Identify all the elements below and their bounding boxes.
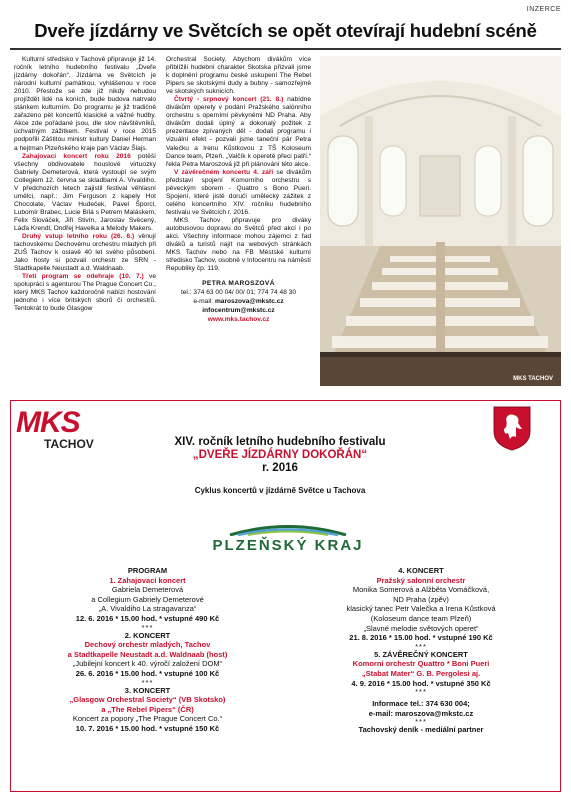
concert-4-dancers: klasický tanec Petr Valečka a Irena Kůstková xyxy=(346,604,496,614)
info-phone: Informace tel.: 374 630 004; xyxy=(372,699,470,709)
author-phone: tel.: 374 63 00 04/ 00/ 01; 774 74 48 30 xyxy=(180,289,297,297)
concert-4-singers-origin: ND Praha (zpěv) xyxy=(393,594,449,604)
concert-1-performer: Gabriela Demeterová xyxy=(111,585,184,595)
paragraph: Zahajovací koncert roku 2016 potěší všechny obdivovatele houslové virtuozky Gabriely Demeterová, která vystoupí se svým Collegiem 12. června se skladbami A. Vivaldiho. V předchozích letech zajistil festival věhlasní umělci, např.: Jim Ferguson z kapely Hot Chocolate, Václav Hudeček, Pavel Šporcl, Lubomír Brabec, Lucie Bílá s Petrem Maláskem, Felix Slováček, Jiří Stivín, Jaroslav Svěcený, Láďa Krendl, Ondřej Havelka a Melody Makers. xyxy=(14,152,157,232)
separator: *** xyxy=(415,687,427,697)
headline: Dveře jízdárny ve Světcích se opět otevírají hudební scéně xyxy=(34,20,537,41)
paragraph: V závěrečném koncertu 4. září se divákům představí spojení Komorního orchestru s pěveckým sborem - Quattro s Bono Pueri. Spojení, které jistě doručí umělecký zážitek z celého koncertního XIV. ročníku hudebního festivalu ve Světcích r. 2016. xyxy=(166,168,311,216)
concert-4-heading: 4. KONCERT xyxy=(398,566,444,575)
concert-1-title: 1. Zahajovací koncert xyxy=(109,575,186,585)
program-right xyxy=(290,566,552,735)
concert-3-title: „Glasgow Orchestral Society“ (VB Skotsko) xyxy=(69,695,226,705)
concert-5-program: „Stabat Mater“ G. B. Pergolesi aj. xyxy=(361,668,481,678)
festival-year: r. 2016 xyxy=(262,462,298,474)
article-column-2 xyxy=(166,56,311,324)
paragraph: Čtvrtý - srpnový koncert (21. 8.) nabídne divákům operety v podání Pražského salónního orchestru s operními pěvkyněmi ND Praha. Aby divákům dodali úplný a dokonalý požitek z prezentace zpívaných děl - dodali programu i vizuální efekt - pozvali jsme taneční pár Petra Valečku a Irenu Kůstkovou z TŠ Koloseum Dance team, Plzeň. „Valčík k operetě přeci patří.“ řekla Petra Maroszová již při plánování této akce. xyxy=(166,96,311,168)
article-column-1 xyxy=(14,56,156,314)
paragraph: Druhý vstup letního roku (26. 6.) věnují tachovskému Dechovému orchestru mladých při ZUŠ Tachov k oslavě 40 let svého působení. Jako hosty si pozvali orchestr ze SRN - Stadtkapelle Neustadt a.d. Waldnaab. xyxy=(14,233,156,273)
separator: *** xyxy=(141,622,154,632)
paragraph: Třetí program se odehraje (10. 7.) ve spolupráci s agenturou The Prague Concert Co., který MKS Tachov každoročně nabízí hostování jednoho i více britských sborů či orchestrů. Tentokrát to bude Glasgow xyxy=(14,273,156,313)
concert-1-date: 12. 6. 2016 * 15.00 hod. * vstupné 490 Kč xyxy=(75,613,220,623)
website-link[interactable]: www.mks.tachov.cz xyxy=(207,316,270,324)
divider xyxy=(10,48,561,50)
paragraph: Orchestral Society. Abychom divákům více přiblížili hudební charakter Skotska přizvali jsme k doplnění programu české uskupení The Rebel Pipers se skotskými dudy a bubny - samozřejmě ve skotských suknicích. xyxy=(166,56,311,96)
info-email-link[interactable]: e-mail: maroszova@mkstc.cz xyxy=(368,708,474,718)
program-heading: PROGRAM xyxy=(127,566,168,575)
festival-name: „DVEŘE JÍZDÁRNY DOKOŘÁN“ xyxy=(192,449,368,461)
author-name: PETRA MAROSZOVÁ xyxy=(202,280,275,288)
concert-4-singers: Monika Somerová a Alžběta Vomáčková, xyxy=(352,585,490,595)
concert-2-program: „Jubilejní koncert k 40. výročí založení DOM“ xyxy=(72,659,223,669)
author-email-line: e-mail: maroszova@mkstc.cz xyxy=(193,298,284,306)
sponsor-arcs-icon xyxy=(228,522,348,536)
concert-3-date: 10. 7. 2016 * 15.00 hod. * vstupné 150 Kč xyxy=(75,723,220,733)
ad-tag: INZERCE xyxy=(526,6,561,13)
paragraph: Kulturní středisko v Tachově připravuje již 14. ročník letního hudebního festivalu „Dveře jízdárny dokořán“. Jízdárna ve Světcích je národní kulturní památkou, vyhlášenou v roce 2010. Přestože se zde již nikdy nebudou projíždět lidé na koních, bude budova natrvalo stánkem kulturním. Do programu je již tradičně zařazeno pět koncertů klasické a vážné hudby. Akce zde pořádané jsou, dle slov návštěvníků, úchvatným zážitkem. Festival v roce 2015 podpořili Záštitou ministr kultury Daniel Herman a hejtman Plzeňského kraje pan Václav Šlajs. xyxy=(14,56,156,152)
concert-3-heading: 3. KONCERT xyxy=(124,685,171,695)
concert-5-title: Komorní orchestr Quattro * Boni Pueri xyxy=(352,659,490,669)
concert-4-program: „Slavné melodie světových operet“ xyxy=(363,623,479,633)
concert-4-title: Pražský salonní orchestr xyxy=(376,575,466,585)
info-email[interactable]: infocentrum@mkstc.cz xyxy=(202,307,275,315)
paragraph: MKS Tachov připravuje pro diváky autobusovou dopravu do Světců před akcí i po akci. Všechny informace mohou zájemci z řad diváků a turistů najít na webových stránkách MKS Tachov nebo na FB Městské kulturní středisko Tachov, osobně v Infocentru na náměstí Republiky čp. 119. xyxy=(166,216,311,273)
concert-cycle: Cyklus koncertů v jízdárně Světce u Tachova xyxy=(194,486,366,495)
concert-2-guest: a Stadtkapelle Neustadt a.d. Waldnaab (host) xyxy=(67,649,228,659)
separator: *** xyxy=(415,717,427,727)
sponsor-logo: PLZEŇSKÝ KRAJ xyxy=(188,522,388,558)
concert-3-program: Koncert za popory „The Prague Concert Co.“ xyxy=(72,714,223,724)
author-email[interactable]: maroszova@mkstc.cz xyxy=(214,298,284,306)
mks-logo: MKS TACHOV xyxy=(16,406,94,451)
concert-1-ensemble: a Collegium Gabriely Demeterové xyxy=(91,594,204,604)
hall-photo xyxy=(320,56,561,386)
photo-credit: MKS TACHOV xyxy=(513,376,553,382)
coat-of-arms-icon xyxy=(492,405,532,451)
concert-5-date: 4. 9. 2016 * 15.00 hod. * vstupné 350 Kč xyxy=(351,678,491,688)
signature xyxy=(166,279,311,324)
festival-title xyxy=(100,436,460,475)
concert-4-dance-team: (Koloseum dance team Plzeň) xyxy=(370,613,472,623)
separator: *** xyxy=(141,677,154,687)
separator: *** xyxy=(415,641,427,651)
concert-4-date: 21. 8. 2016 * 15.00 hod. * vstupné 190 Kč xyxy=(349,633,493,643)
concert-2-title: Dechový orchestr mladých, Tachov xyxy=(84,640,211,650)
media-partner: Tachovský deník - mediální partner xyxy=(358,725,484,735)
concert-2-date: 26. 6. 2016 * 15.00 hod. * vstupné 100 Kč xyxy=(75,668,220,678)
concert-5-heading: 5. ZÁVĚREČNÝ KONCERT xyxy=(374,649,468,659)
festival-edition: XIV. ročník letního hudebního festivalu xyxy=(174,436,386,448)
program-left xyxy=(20,566,275,734)
concert-2-heading: 2. KONCERT xyxy=(124,630,171,640)
concert-1-program: „A. Vivaldiho La stragavanza“ xyxy=(98,604,197,614)
concert-3-guest: a „The Rebel Pipers“ (ČR) xyxy=(101,704,194,714)
